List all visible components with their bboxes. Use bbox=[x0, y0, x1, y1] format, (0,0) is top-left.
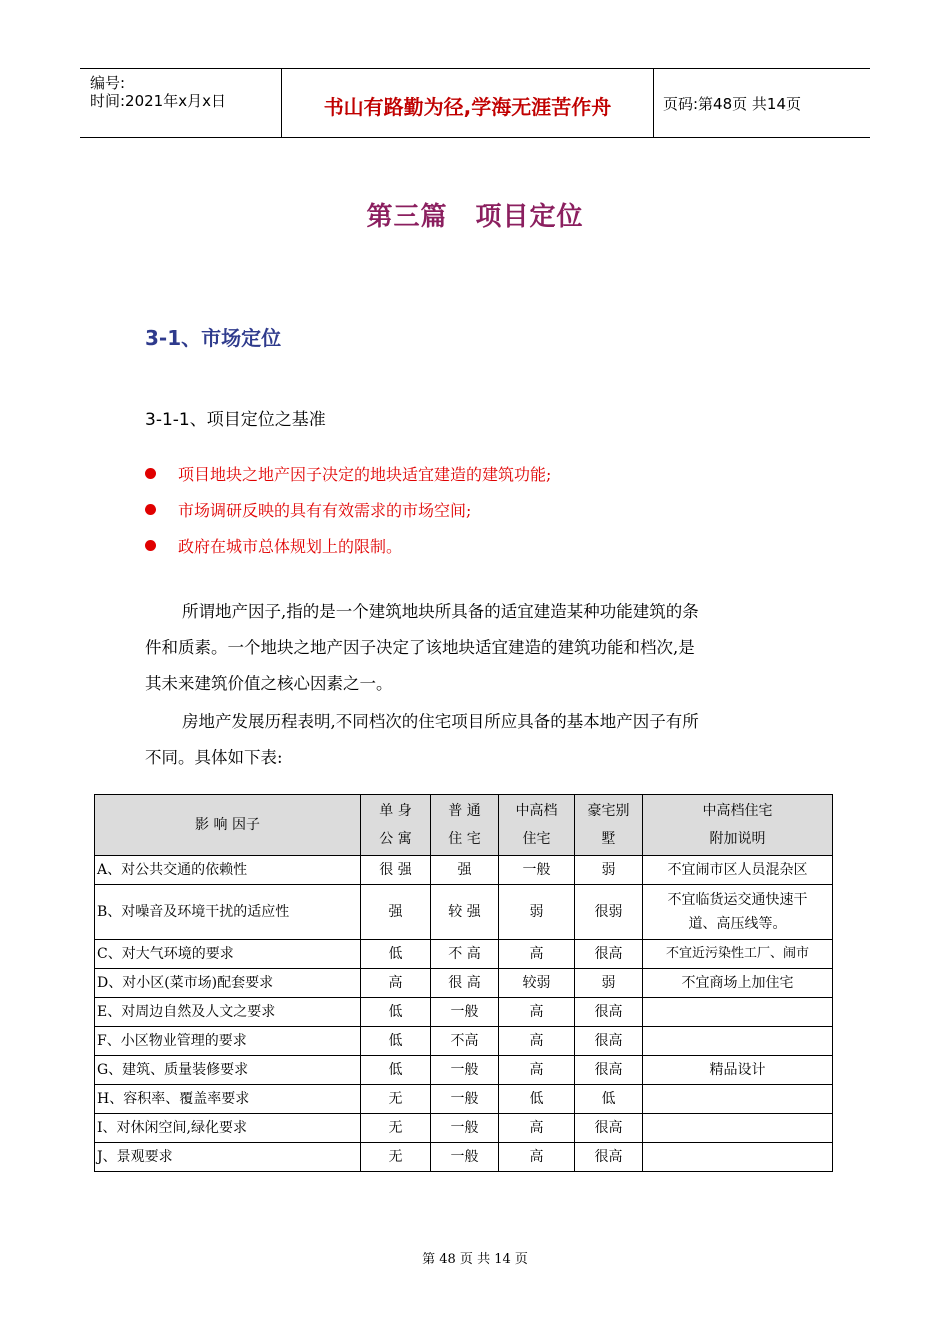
table-cell: 无 bbox=[361, 1085, 431, 1114]
paragraph-line: 不同。具体如下表: bbox=[145, 748, 283, 767]
table-cell: 较弱 bbox=[499, 969, 575, 998]
factor-cell: D、对小区(菜市场)配套要求 bbox=[95, 969, 361, 998]
column-header: 普 通 住 宅 bbox=[431, 795, 499, 856]
factor-cell: F、小区物业管理的要求 bbox=[95, 1027, 361, 1056]
page-footer: 第 48 页 共 14 页 bbox=[422, 1252, 528, 1267]
table-row bbox=[95, 885, 833, 940]
table-cell: 弱 bbox=[575, 856, 643, 885]
list-item-text: 项目地块之地产因子决定的地块适宜建造的建筑功能; bbox=[178, 465, 552, 484]
body-paragraph-1 bbox=[145, 594, 810, 702]
table-cell: 无 bbox=[361, 1114, 431, 1143]
table-cell: 很高 bbox=[575, 1143, 643, 1172]
body-paragraph-2 bbox=[145, 704, 810, 776]
header-info-cell bbox=[80, 69, 282, 137]
table-cell: 很 高 bbox=[431, 969, 499, 998]
header-page-cell bbox=[655, 69, 870, 137]
page-header bbox=[80, 68, 870, 138]
table-cell: 一般 bbox=[431, 998, 499, 1027]
note-cell bbox=[643, 1085, 833, 1114]
header-motto: 书山有路勤为径,学海无涯苦作舟 bbox=[323, 95, 612, 119]
table-cell: 高 bbox=[499, 940, 575, 969]
table-cell: 低 bbox=[575, 1085, 643, 1114]
table-cell: 很高 bbox=[575, 1114, 643, 1143]
chapter-title bbox=[0, 196, 950, 233]
factor-cell: J、景观要求 bbox=[95, 1143, 361, 1172]
column-header: 单 身 公 寓 bbox=[361, 795, 431, 856]
factor-cell: B、对噪音及环境干扰的适应性 bbox=[95, 885, 361, 940]
chapter-title-part1: 第三篇 bbox=[366, 202, 448, 232]
table-row bbox=[95, 1085, 833, 1114]
table-cell: 一般 bbox=[499, 856, 575, 885]
document-number-label: 编号: bbox=[90, 74, 126, 92]
table-cell: 高 bbox=[361, 969, 431, 998]
column-header: 中高档 住宅 bbox=[499, 795, 575, 856]
header-page-info: 页码:第48页 共14页 bbox=[663, 95, 801, 113]
table-cell: 很 强 bbox=[361, 856, 431, 885]
section-heading: 3-1、市场定位 bbox=[145, 326, 282, 350]
table-cell: 弱 bbox=[499, 885, 575, 940]
table-cell: 一般 bbox=[431, 1085, 499, 1114]
note-cell: 精品设计 bbox=[643, 1056, 833, 1085]
table-cell: 低 bbox=[499, 1085, 575, 1114]
note-cell: 不宜临货运交通快速干 道、高压线等。 bbox=[643, 885, 833, 940]
table-row bbox=[95, 1056, 833, 1085]
factor-cell: G、建筑、质量装修要求 bbox=[95, 1056, 361, 1085]
table-cell: 高 bbox=[499, 1114, 575, 1143]
table-cell: 很弱 bbox=[575, 885, 643, 940]
factor-cell: I、对休闲空间,绿化要求 bbox=[95, 1114, 361, 1143]
factor-cell: A、对公共交通的依赖性 bbox=[95, 856, 361, 885]
list-item-text: 政府在城市总体规划上的限制。 bbox=[178, 537, 403, 556]
table-cell: 很高 bbox=[575, 1027, 643, 1056]
factor-cell: C、对大气环境的要求 bbox=[95, 940, 361, 969]
table-cell: 很高 bbox=[575, 1056, 643, 1085]
table-cell: 弱 bbox=[575, 969, 643, 998]
table-cell: 一般 bbox=[431, 1056, 499, 1085]
table-row bbox=[95, 1114, 833, 1143]
note-cell bbox=[643, 1143, 833, 1172]
table-row bbox=[95, 998, 833, 1027]
document-date: 时间:2021年x月x日 bbox=[90, 92, 226, 110]
chapter-title-part2: 项目定位 bbox=[475, 202, 584, 232]
table-cell: 低 bbox=[361, 1027, 431, 1056]
paragraph-line: 其未来建筑价值之核心因素之一。 bbox=[145, 674, 393, 693]
note-cell: 不宜闹市区人员混杂区 bbox=[643, 856, 833, 885]
table-header-row bbox=[95, 795, 833, 856]
header-motto-cell bbox=[282, 69, 654, 137]
table-row bbox=[95, 940, 833, 969]
note-cell bbox=[643, 998, 833, 1027]
table-cell: 很高 bbox=[575, 998, 643, 1027]
paragraph-line: 件和质素。一个地块之地产因子决定了该地块适宜建造的建筑功能和档次,是 bbox=[145, 638, 695, 657]
table-cell: 无 bbox=[361, 1143, 431, 1172]
table-cell: 低 bbox=[361, 1056, 431, 1085]
column-header: 豪宅别 墅 bbox=[575, 795, 643, 856]
bullet-icon bbox=[145, 468, 156, 479]
factor-cell: E、对周边自然及人文之要求 bbox=[95, 998, 361, 1027]
table-row bbox=[95, 1027, 833, 1056]
table-cell: 很高 bbox=[575, 940, 643, 969]
factor-cell: H、容积率、覆盖率要求 bbox=[95, 1085, 361, 1114]
table-cell: 低 bbox=[361, 998, 431, 1027]
table-cell: 强 bbox=[361, 885, 431, 940]
table-cell: 不高 bbox=[431, 1027, 499, 1056]
note-cell: 不宜商场上加住宅 bbox=[643, 969, 833, 998]
paragraph-line: 所谓地产因子,指的是一个建筑地块所具备的适宜建造某种功能建筑的条 bbox=[182, 602, 699, 621]
bullet-icon bbox=[145, 504, 156, 515]
table-row bbox=[95, 969, 833, 998]
factor-table bbox=[94, 794, 833, 1172]
table-cell: 一般 bbox=[431, 1114, 499, 1143]
table-cell: 一般 bbox=[431, 1143, 499, 1172]
table-cell: 高 bbox=[499, 998, 575, 1027]
table-cell: 高 bbox=[499, 1056, 575, 1085]
table-cell: 高 bbox=[499, 1027, 575, 1056]
list-item-text: 市场调研反映的具有有效需求的市场空间; bbox=[178, 501, 472, 520]
table-cell: 不 高 bbox=[431, 940, 499, 969]
table-cell: 高 bbox=[499, 1143, 575, 1172]
table-cell: 强 bbox=[431, 856, 499, 885]
table-row bbox=[95, 856, 833, 885]
column-header: 影 响 因子 bbox=[95, 795, 361, 856]
subsection-heading: 3-1-1、项目定位之基准 bbox=[145, 410, 326, 430]
table-row bbox=[95, 1143, 833, 1172]
table-cell: 低 bbox=[361, 940, 431, 969]
column-header: 中高档住宅 附加说明 bbox=[643, 795, 833, 856]
paragraph-line: 房地产发展历程表明,不同档次的住宅项目所应具备的基本地产因子有所 bbox=[182, 712, 699, 731]
note-cell bbox=[643, 1027, 833, 1056]
note-cell: 不宜近污染性工厂、闹市 bbox=[643, 940, 833, 969]
table-cell: 较 强 bbox=[431, 885, 499, 940]
bullet-icon bbox=[145, 540, 156, 551]
note-cell bbox=[643, 1114, 833, 1143]
